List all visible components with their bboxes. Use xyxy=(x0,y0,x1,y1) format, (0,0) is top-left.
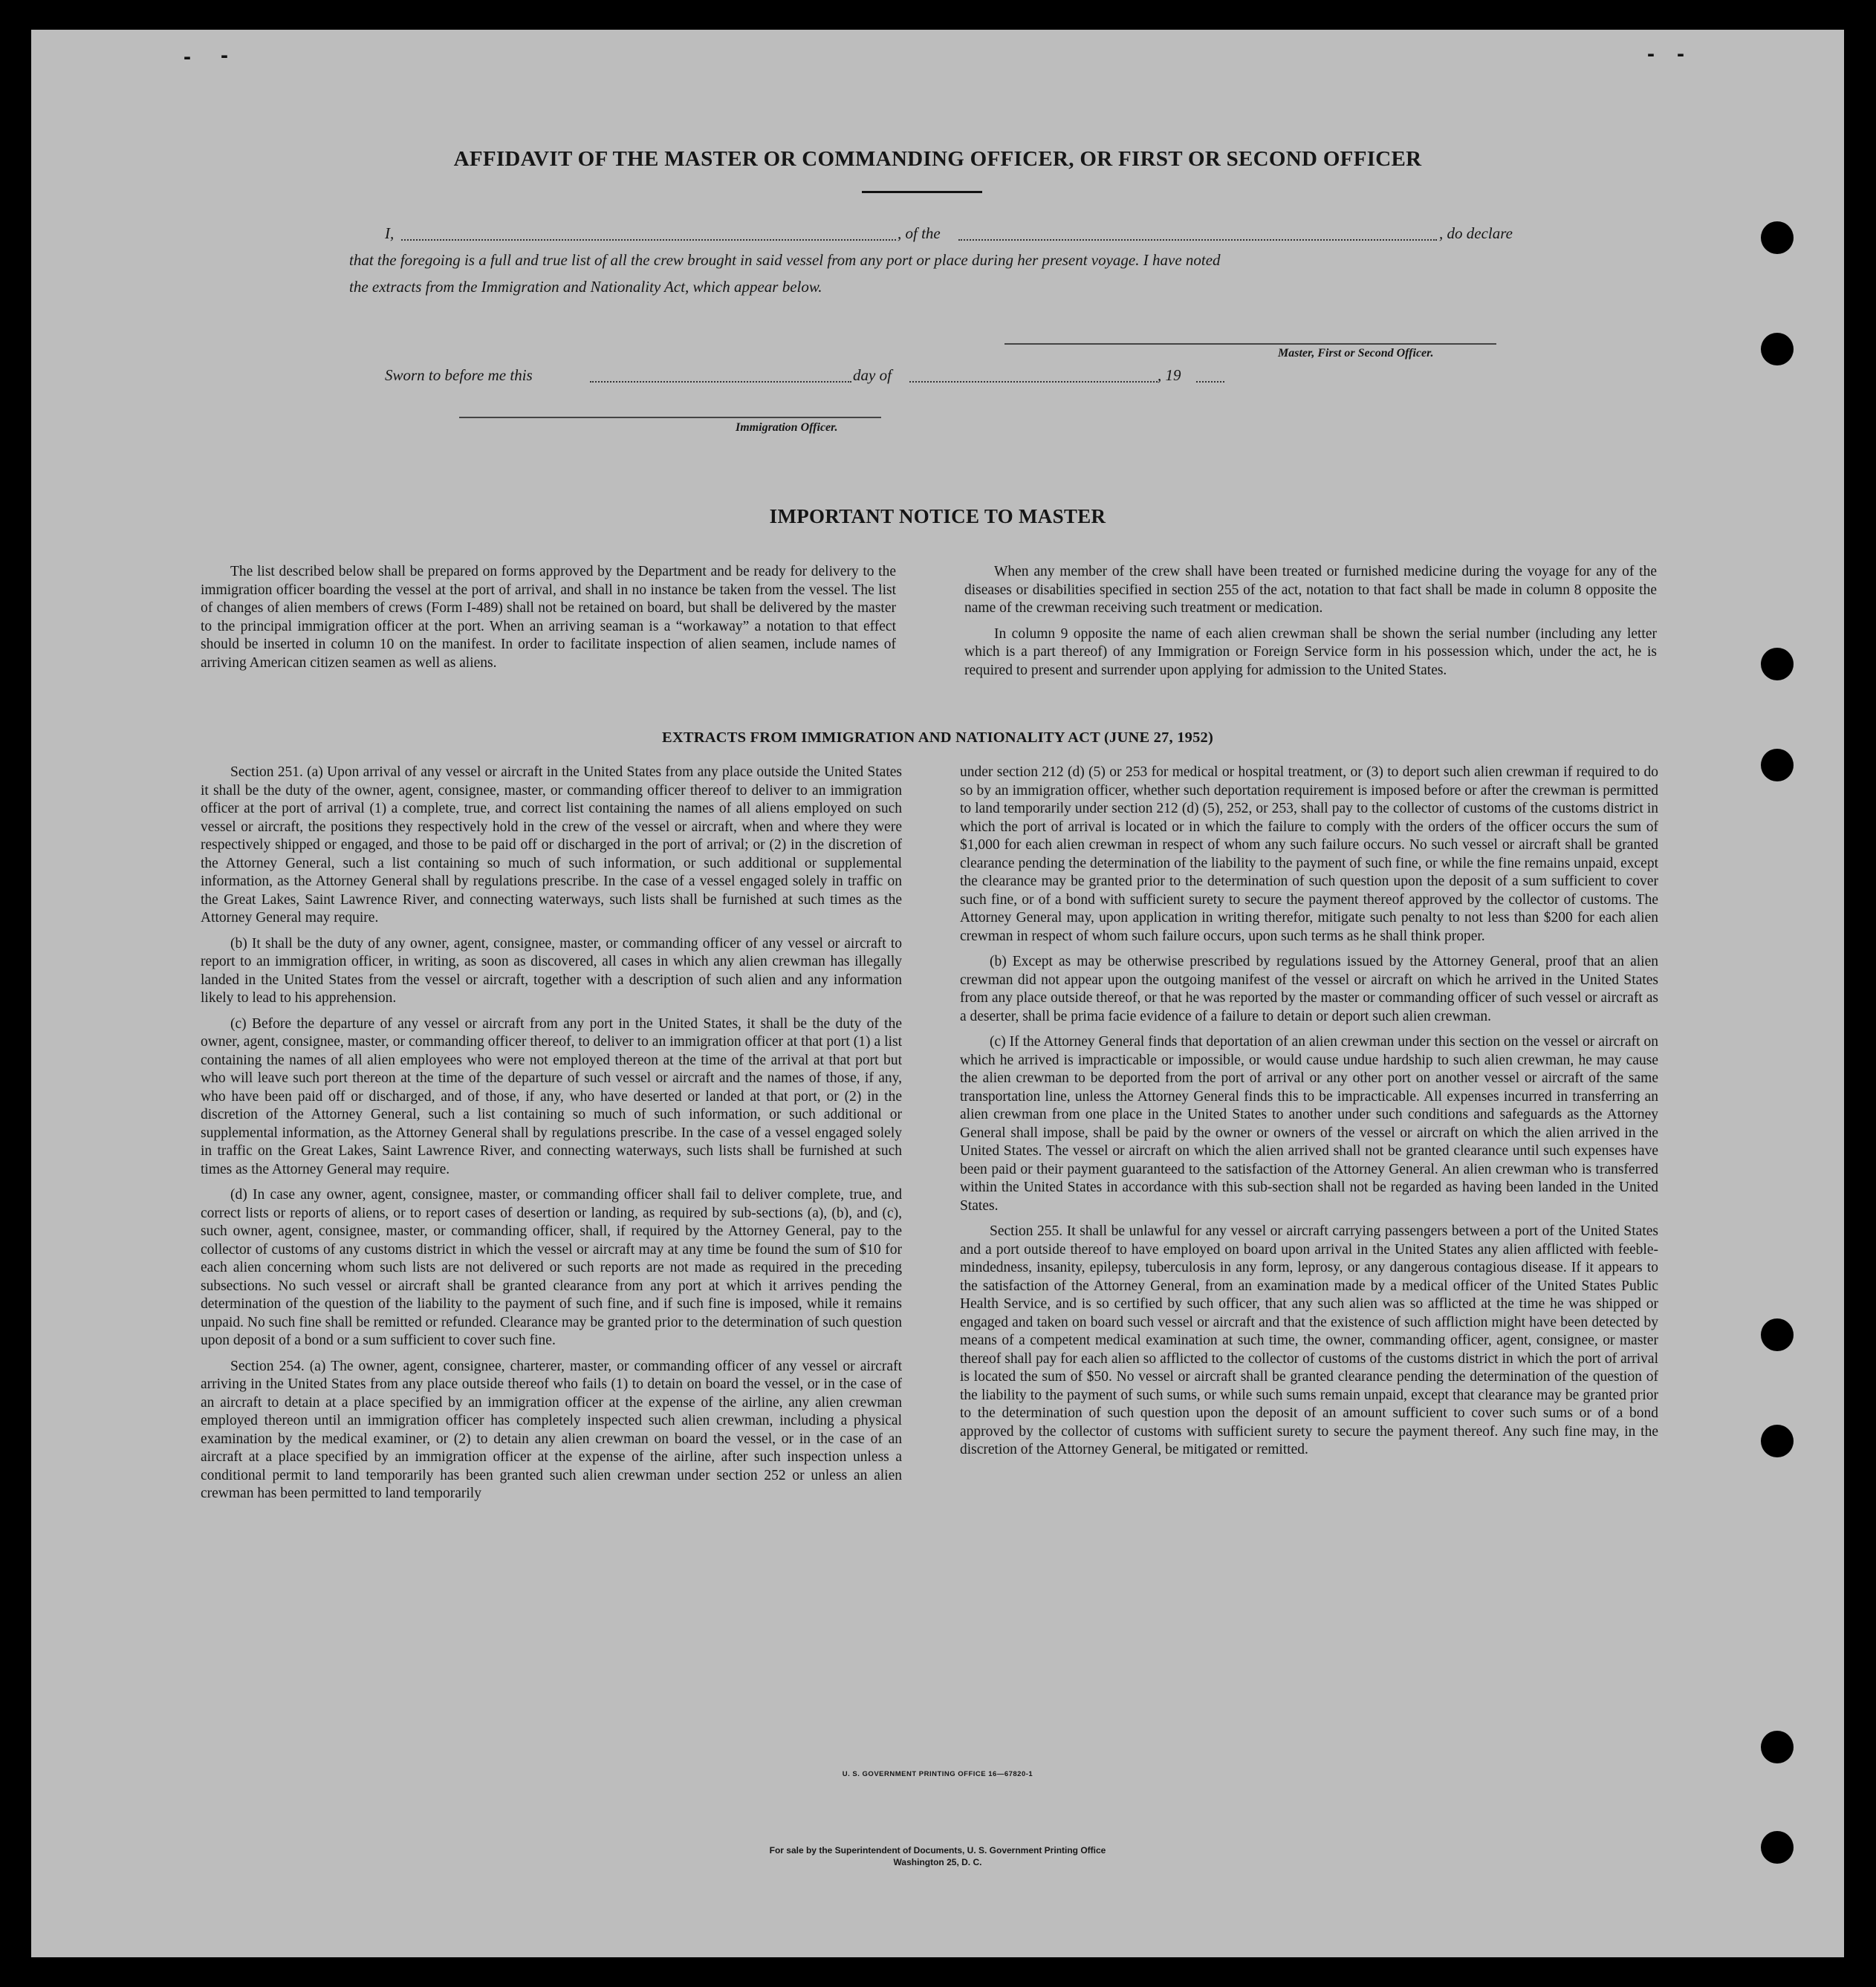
document-page xyxy=(31,30,1844,1957)
corner-mark-left-1: - xyxy=(184,45,191,69)
immigration-officer-signature-line[interactable] xyxy=(459,417,881,418)
vessel-label: , of the xyxy=(898,224,941,242)
corner-mark-left-2: - xyxy=(221,43,228,68)
title-rule xyxy=(862,191,982,193)
binder-hole xyxy=(1761,749,1794,781)
binder-hole xyxy=(1761,333,1794,365)
extracts-right-column xyxy=(960,764,1658,1467)
notice-title: IMPORTANT NOTICE TO MASTER xyxy=(769,505,1106,527)
notice-right-paragraph-2: In column 9 opposite the name of each alien crewman shall be shown the serial number (including any letter which is a part thereof) of any Immigration or Foreign Service form in his possession which, under the act, he is required to present and surrender upon applying for admission to the United States. xyxy=(964,625,1657,678)
vessel-name-field[interactable] xyxy=(958,239,1437,241)
gpo-imprint: U. S. GOVERNMENT PRINTING OFFICE 16—67820-1 xyxy=(842,1770,1033,1778)
master-signature-label: Master, First or Second Officer. xyxy=(1278,347,1434,360)
section-254-a: Section 254. (a) The owner, agent, consignee, charterer, master, or commanding officer of any vessel or aircraft arriving in the United States from any place outside thereof who fails (1) to detain on board the vessel, or in the case of an aircraft to detain at a place specified by an immigration officer at the expense of the airline, any alien crewman employed thereon until an immigration officer has completely inspected such alien crewman, including a physical examination by the medical examiner, or (2) to detain any alien crewman on board the vessel, or in the case of an aircraft at a place specified by an immigration officer at the expense of the airline, after such inspection unless a conditional permit to land temporarily has been granted such alien crewman under section 252 or unless an alien crewman has been permitted to land temporarily xyxy=(201,1358,902,1501)
sworn-day-field[interactable] xyxy=(590,381,851,383)
section-254-a-continued: under section 212 (d) (5) or 253 for medical or hospital treatment, or (3) to deport such alien crewman if required to do so by an immigration officer, whether such deportation requirement is imposed before or after the crewman is permitted to land temporarily under section 212 (d) (5), 252, or 253, shall pay to the collector of customs of the customs district in which the port of arrival is located or in which the failure to comply with the orders of the officer occurs the sum of $1,000 for each alien crewman in respect of whom any such failure occurs. No such vessel or aircraft shall be granted clearance pending the determination of the liability to the payment of such fine, or while the fine remains unpaid, except the clearance may be granted prior to the determination of such question upon the deposit of a sum sufficient to cover such fine, or of a bond with sufficient surety to secure the payment thereof approved by the collector of customs. The Attorney General may, upon application in writing therefor, mitigate such penalty to not less than $200 for each alien crewman in respect of whom such failure occurs, upon such terms as he shall think proper. xyxy=(960,764,1658,944)
notice-right-column xyxy=(964,563,1657,687)
declarant-label: I, xyxy=(385,224,395,242)
declare-label: , do declare xyxy=(1439,224,1513,242)
extracts-left-column xyxy=(201,764,902,1511)
binder-hole xyxy=(1761,1731,1794,1763)
section-251-d: (d) In case any owner, agent, consignee, master, or commanding officer shall fail to deliver complete, true, and correct lists or reports of aliens, or to report cases of desertion or landing, as required by sub-sections (a), (b), and (c), such owner, agent, consignee, master, or commanding officer, shall, if required by the Attorney General, pay to the collector of customs of any customs district in which the vessel or aircraft may at any time be found the sum of $10 for each alien concerning whom such lists are not delivered or such reports are not made as required in the preceding subsections. No such vessel or aircraft shall be granted clearance from any port at which it arrives pending the determination of the question of the liability to the payment of such fine, and if such fine is imposed, while it remains unpaid. No such fine shall be remitted or refunded. Clearance may be granted prior to the determination of such question upon deposit of a bond or a sum sufficient to cover such fine. xyxy=(201,1187,902,1348)
section-251-b: (b) It shall be the duty of any owner, agent, consignee, master, or commanding officer of any vessel or aircraft to report to an immigration officer, in writing, as soon as discovered, all cases in which any alien crewman has illegally landed in the United States from the vessel or aircraft, together with a description of such alien and any information likely to lead to his apprehension. xyxy=(201,935,902,1006)
notice-right-paragraph-1: When any member of the crew shall have been treated or furnished medicine during the voyage for any of the diseases or disabilities specified in section 255 of the act, notation to that fact shall be made in column 8 opposite the name of the crewman receiving such treatment or medication. xyxy=(964,564,1657,616)
extracts-title: EXTRACTS FROM IMMIGRATION AND NATIONALITY ACT (JUNE 27, 1952) xyxy=(661,729,1214,746)
notice-left-paragraph: The list described below shall be prepared on forms approved by the Department and be ready for delivery to the immigration officer boarding the vessel at the port of arrival, and shall in no instance be taken from the vessel. The list of changes of alien members of crews (Form I-489) shall not be retained on board, but shall be delivered by the master to the principal immigration officer at the port. When an arriving seaman is a “workaway” a notation to that effect should be inserted in column 10 on the manifest. In order to facilitate inspection of alien seamen, include names of arriving American citizen seamen as well as aliens. xyxy=(201,564,896,671)
declarant-name-field[interactable] xyxy=(401,239,896,241)
year-label: , 19 xyxy=(1158,366,1181,384)
affidavit-statement-line1: that the foregoing is a full and true list of all the crew brought in said vessel from any port or place during her present voyage. I have noted xyxy=(349,251,1221,269)
corner-mark-right-2: - xyxy=(1677,42,1684,66)
section-255: Section 255. It shall be unlawful for any vessel or aircraft carrying passengers between a port of the United States and a port outside thereof to have employed on board upon arrival in the United States any alien afflicted with feeble-mindedness, insanity, epilepsy, tuberculosis in any form, leprosy, or any dangerous contagious disease. If it appears to the satisfaction of the Attorney General, from an examination made by a medical officer of the United States Public Health Service, and is so certified by such officer, that any such alien was so afflicted at the time he was shipped or engaged and taken on board such vessel or aircraft and that the existence of such affliction might have been detected by means of a competent medical examination at such time, the owner, commanding officer, agent, consignee, or master thereof shall pay for each alien so afflicted to the collector of customs of the customs district in which the port of arrival is located the sum of $50. No vessel or aircraft shall be granted clearance pending the determination of the question of the liability to the payment of such sums, or while such sums remain unpaid, except that clearance may be granted prior to the determination of such question upon the deposit of an amount sufficient to cover such sums or of a bond approved by the collector of customs with sufficient surety to secure the payment thereof. Any such fine may, in the discretion of the Attorney General, be mitigated or remitted. xyxy=(960,1223,1658,1457)
affidavit-statement-line2: the extracts from the Immigration and Nationality Act, which appear below. xyxy=(349,278,822,296)
section-254-c: (c) If the Attorney General finds that deportation of an alien crewman under this section on the vessel or aircraft on which he arrived is impracticable or impossible, or would cause undue hardship to such alien crewman, he may cause the alien crewman to be deported from the port of arrival or any other port on another vessel or aircraft of the same transportation line, unless the Attorney General finds this to be impracticable. All expenses incurred in transferring an alien crewman from one place in the United States to another under such conditions and safeguards as the Attorney General shall impose, shall be paid by the owner or owners of the vessel or aircraft on which the alien arrived in the United States. The vessel or aircraft on which the alien arrived shall not be granted clearance until such expenses have been paid or their payment guaranteed to the satisfaction of the Attorney General. An alien crewman who is transferred within the United States in accordance with this sub-section shall not be regarded as having been landed in the United States. xyxy=(960,1034,1658,1214)
immigration-officer-label: Immigration Officer. xyxy=(736,421,838,434)
day-of-label: day of xyxy=(853,366,892,384)
binder-hole xyxy=(1761,221,1794,254)
corner-mark-right-1: - xyxy=(1647,42,1655,66)
sworn-month-field[interactable] xyxy=(909,381,1158,383)
master-signature-line[interactable] xyxy=(1004,343,1496,345)
notice-left-column xyxy=(201,563,896,680)
binder-hole xyxy=(1761,1318,1794,1351)
section-251-c: (c) Before the departure of any vessel or aircraft from any port in the United States, it shall be the duty of the owner, agent, consignee, master, or commanding officer thereof, to deliver to an immigration officer at that port (1) a list containing the names of all alien employees who were not employed thereon at the time of the arrival at that port but who will leave such port thereon at the time of the departure of such vessel or aircraft and the names of those, if any, who have been paid off or discharged, and of those, if any, who have deserted or landed at that port, or (2) in the discretion of the Attorney General, such a list containing so much of such information, or such additional or supplemental information, as the Attorney General shall by regulations prescribe. In the case of a vessel engaged solely in traffic on the Great Lakes, Saint Lawrence River, and connecting waterways, such lists shall be furnished at such times as the Attorney General may require. xyxy=(201,1015,902,1177)
sworn-label: Sworn to before me this xyxy=(385,366,533,384)
section-251-a: Section 251. (a) Upon arrival of any vessel or aircraft in the United States from any place outside the United States it shall be the duty of the owner, agent, consignee, master, or commanding officer thereof to deliver to an immigration officer at the port of arrival (1) a complete, true, and correct list containing the names of all aliens employed on such vessel or aircraft, the positions they respectively hold in the crew of the vessel or aircraft, when and where they were respectively shipped or engaged, and those to be paid off or discharged in the port of arrival; or (2) in the discretion of the Attorney General, such a list containing so much of such information, or such additional or supplemental information, as the Attorney General shall by regulations prescribe. In the case of a vessel engaged solely in traffic on the Great Lakes, Saint Lawrence River, and connecting waterways, such lists shall be furnished at such times as the Attorney General may require. xyxy=(201,764,902,926)
binder-hole xyxy=(1761,1425,1794,1457)
sworn-year-field[interactable] xyxy=(1196,381,1224,383)
affidavit-title: AFFIDAVIT OF THE MASTER OR COMMANDING OFFICER, OR FIRST OR SECOND OFFICER xyxy=(453,147,1422,171)
sale-notice: For sale by the Superintendent of Documents, U. S. Government Printing Office xyxy=(769,1845,1106,1856)
sale-address: Washington 25, D. C. xyxy=(893,1857,982,1867)
binder-hole xyxy=(1761,648,1794,680)
section-254-b: (b) Except as may be otherwise prescribed by regulations issued by the Attorney General, proof that an alien crewman did not appear upon the outgoing manifest of the vessel or aircraft on which he arrived in the United States from any place outside thereof, or that he was reported by the master or commanding officer of such vessel or aircraft as a deserter, shall be prima facie evidence of a failure to detain or deport such alien crewman. xyxy=(960,954,1658,1024)
